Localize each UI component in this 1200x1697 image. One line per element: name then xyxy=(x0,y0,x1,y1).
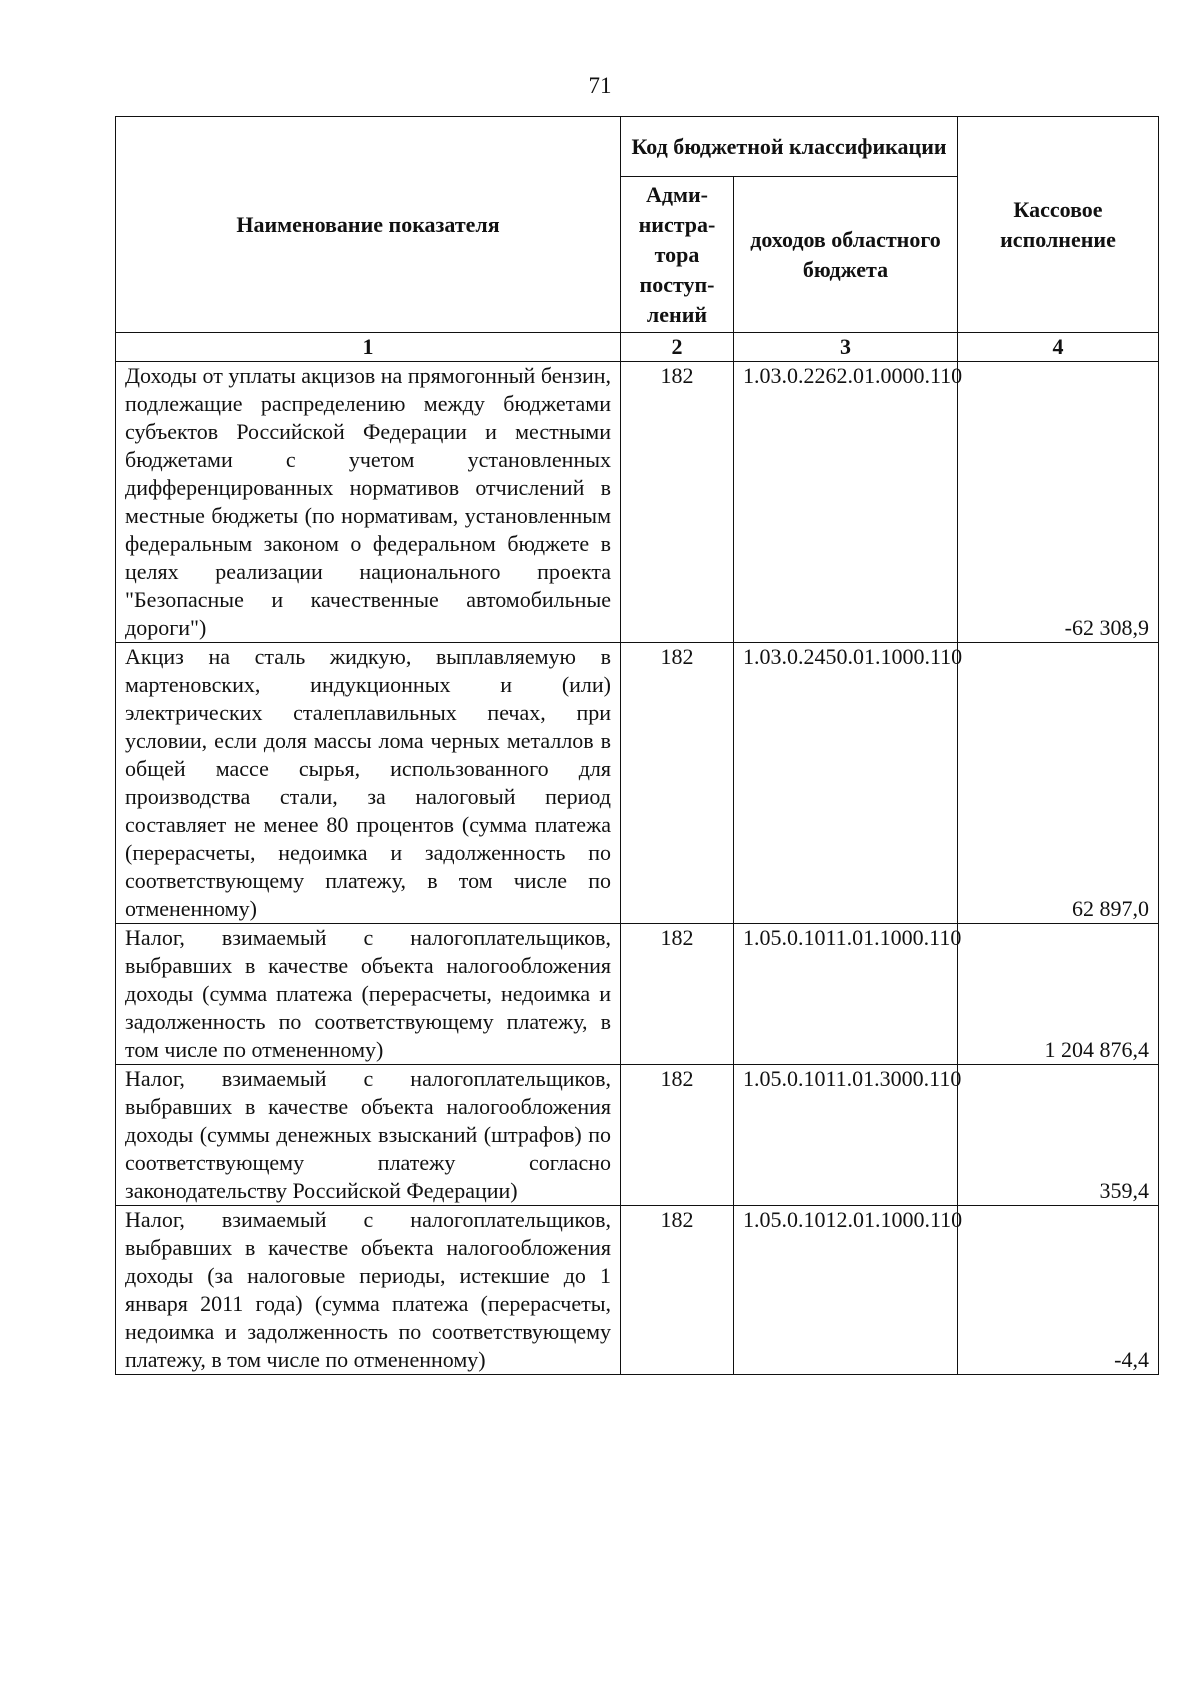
indicator-name: Доходы от уплаты акцизов на прямогонный бензин, подлежащие распределению между бюджетами субъектов Российской Федерации и местными бюджетами с учетом установленных дифференцированных нормативов отчислений в местные бюджеты (по нормативам, установленным федеральным законом о федеральном бюджете в целях реализации национального проекта "Безопасные и качественные автомобильные дороги") xyxy=(116,362,621,643)
column-number: 3 xyxy=(734,333,958,362)
revenue-table xyxy=(115,116,1159,1375)
header-income-code: доходов областного бюджета xyxy=(734,177,958,333)
header-admin: Адми-нистра-тора поступ-лений xyxy=(621,177,734,333)
budget-code: 1.05.0.1011.01.3000.110 xyxy=(734,1065,958,1206)
column-number-row xyxy=(116,333,1159,362)
cash-execution: -4,4 xyxy=(958,1206,1159,1375)
admin-code: 182 xyxy=(621,362,734,643)
header-name: Наименование показателя xyxy=(116,117,621,333)
indicator-name: Налог, взимаемый с налогоплательщиков, выбравших в качестве объекта налогообложения доходы (суммы денежных взысканий (штрафов) по соответствующему платежу согласно законодательству Российской Федерации) xyxy=(116,1065,621,1206)
indicator-name: Налог, взимаемый с налогоплательщиков, выбравших в качестве объекта налогообложения доходы (за налоговые периоды, истекшие до 1 января 2011 года) (сумма платежа (перерасчеты, недоимка и задолженность по соответствующему платежу, в том числе по отмененному) xyxy=(116,1206,621,1375)
admin-code: 182 xyxy=(621,924,734,1065)
admin-code: 182 xyxy=(621,1206,734,1375)
cash-execution: 359,4 xyxy=(958,1065,1159,1206)
column-number: 2 xyxy=(621,333,734,362)
budget-code: 1.03.0.2450.01.1000.110 xyxy=(734,643,958,924)
header-amount: Кассовое исполнение xyxy=(958,117,1159,333)
admin-code: 182 xyxy=(621,1065,734,1206)
column-number: 1 xyxy=(116,333,621,362)
budget-code: 1.03.0.2262.01.0000.110 xyxy=(734,362,958,643)
header-code-group: Код бюджетной классификации xyxy=(621,117,958,177)
cash-execution: -62 308,9 xyxy=(958,362,1159,643)
admin-code: 182 xyxy=(621,643,734,924)
table-row xyxy=(116,1065,1159,1206)
indicator-name: Акциз на сталь жидкую, выплавляемую в мартеновских, индукционных и (или) электрических сталеплавильных печах, при условии, если доля массы лома черных металлов в общей массе сырья, использованного для производства стали, за налоговый период составляет не менее 80 процентов (сумма платежа (перерасчеты, недоимка и задолженность по соответствующему платежу, в том числе по отмененному) xyxy=(116,643,621,924)
cash-execution: 1 204 876,4 xyxy=(958,924,1159,1065)
table-row xyxy=(116,643,1159,924)
budget-code: 1.05.0.1012.01.1000.110 xyxy=(734,1206,958,1375)
budget-code: 1.05.0.1011.01.1000.110 xyxy=(734,924,958,1065)
table-row xyxy=(116,924,1159,1065)
indicator-name: Налог, взимаемый с налогоплательщиков, выбравших в качестве объекта налогообложения доходы (сумма платежа (перерасчеты, недоимка и задолженность по соответствующему платежу, в том числе по отмененному) xyxy=(116,924,621,1065)
page-number: 71 xyxy=(588,73,612,98)
cash-execution: 62 897,0 xyxy=(958,643,1159,924)
table-row xyxy=(116,1206,1159,1375)
column-number: 4 xyxy=(958,333,1159,362)
table-row xyxy=(116,362,1159,643)
